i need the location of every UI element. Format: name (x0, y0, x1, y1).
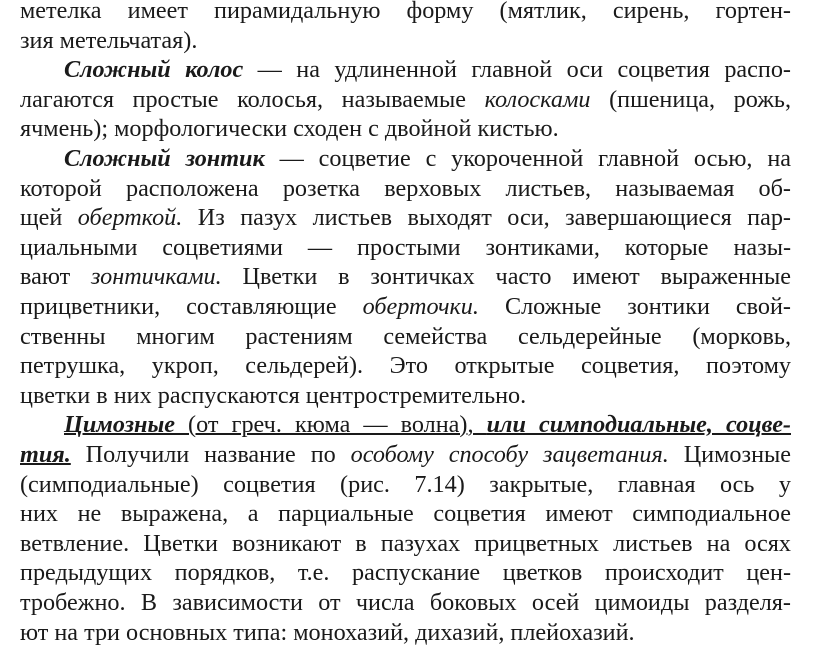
text-span: прицветники, составляющие (20, 293, 363, 320)
paragraph-line (20, 203, 791, 233)
text-span: петрушка, укроп, сельдерей). Это открытые соцветия, поэтому (20, 352, 791, 380)
paragraph-line (20, 233, 791, 263)
text-span: тробежно. В зависимости от числа боковых осей цимоиды разделя- (20, 589, 791, 616)
italic-term: оберткой. (77, 204, 183, 232)
paragraph-line (20, 440, 791, 470)
paragraph-line (20, 114, 791, 144)
italic-term: колосками (484, 85, 591, 113)
text-span: — соцветие с укороченной главной осью, на (264, 145, 791, 172)
text-span: вают (20, 263, 91, 291)
text-span: предыдущих порядков, т.е. распускание цветков происходит цен- (20, 559, 791, 587)
text-span: — на удлиненной главной оси соцветия распо- (243, 56, 791, 84)
text-span: которой расположена розетка верховых листьев, называемая об- (20, 174, 791, 202)
text-span: метелка имеет пирамидальную форму (мятлик, сирень, гортен- (20, 0, 791, 24)
text-span: (пшеница, рожь, (590, 85, 791, 113)
paragraph-line (20, 351, 791, 381)
text-span: щей (20, 204, 78, 232)
paragraph-line (20, 558, 791, 588)
text-span: ют на три основных типа: монохазий, дихазий, плейохазий. (20, 618, 635, 646)
text-span: них не выражена, а парциальные соцветия имеют симподиальное (20, 500, 791, 528)
italic-term: оберточки. (362, 293, 479, 320)
paragraph-line (20, 499, 791, 529)
paragraph-line (20, 262, 791, 292)
paragraph-line (64, 410, 791, 440)
paragraph-line (20, 322, 791, 352)
paragraph-line (20, 470, 791, 500)
text-span: Сложные зонтики свой- (478, 293, 791, 320)
paragraph-line (20, 618, 791, 647)
term-cymose: Цимозные (64, 411, 175, 439)
paragraph-line (20, 292, 791, 322)
term-sympodial: или симподиальные, соцве- (486, 411, 791, 439)
paragraph-line (64, 144, 791, 174)
text-span: Получили название по (70, 441, 351, 468)
paragraph-line (64, 55, 791, 85)
paragraph-line (20, 26, 791, 56)
paragraph-line (20, 529, 791, 559)
italic-term: особому способу зацветания. (350, 441, 669, 468)
text-span: зия метельчатая). (20, 26, 198, 54)
text-span: циальными соцветиями — простыми зонтиками, которые назы- (20, 233, 791, 261)
paragraph-line (20, 85, 791, 115)
text-span: , (467, 411, 487, 439)
text-span: лагаются простые колосья, называемые (20, 85, 485, 113)
text-span: Цветки в зонтичках часто имеют выраженные (221, 263, 791, 291)
text-span: ветвление. Цветки возникают в пазухах прицветных листьев на осях (20, 529, 791, 557)
term-complex-umbel: Сложный зонтик (64, 145, 265, 172)
text-span: (симподиальные) соцветия (рис. 7.14) закрытые, главная ось у (20, 470, 791, 498)
paragraph-line (20, 0, 791, 26)
text-span: Цимозные (668, 441, 792, 468)
text-span: Из пазух листьев выходят оси, завершающиеся пар- (182, 204, 791, 232)
paragraph-line (20, 588, 791, 618)
term-complex-spike: Сложный колос (64, 56, 244, 84)
paragraph-line (20, 174, 791, 204)
term-sympodial-end: тия. (20, 441, 71, 468)
paragraph-line (20, 381, 791, 411)
text-span: ячмень); морфологически сходен с двойной кистью. (20, 115, 559, 143)
text-span: (от греч. кюма — волна) (175, 411, 468, 439)
italic-term: зонтичками. (91, 263, 222, 291)
text-span: цветки в них распускаются центростремительно. (20, 381, 527, 409)
text-span: ственны многим растениям семейства сельдерейные (морковь, (20, 322, 791, 350)
